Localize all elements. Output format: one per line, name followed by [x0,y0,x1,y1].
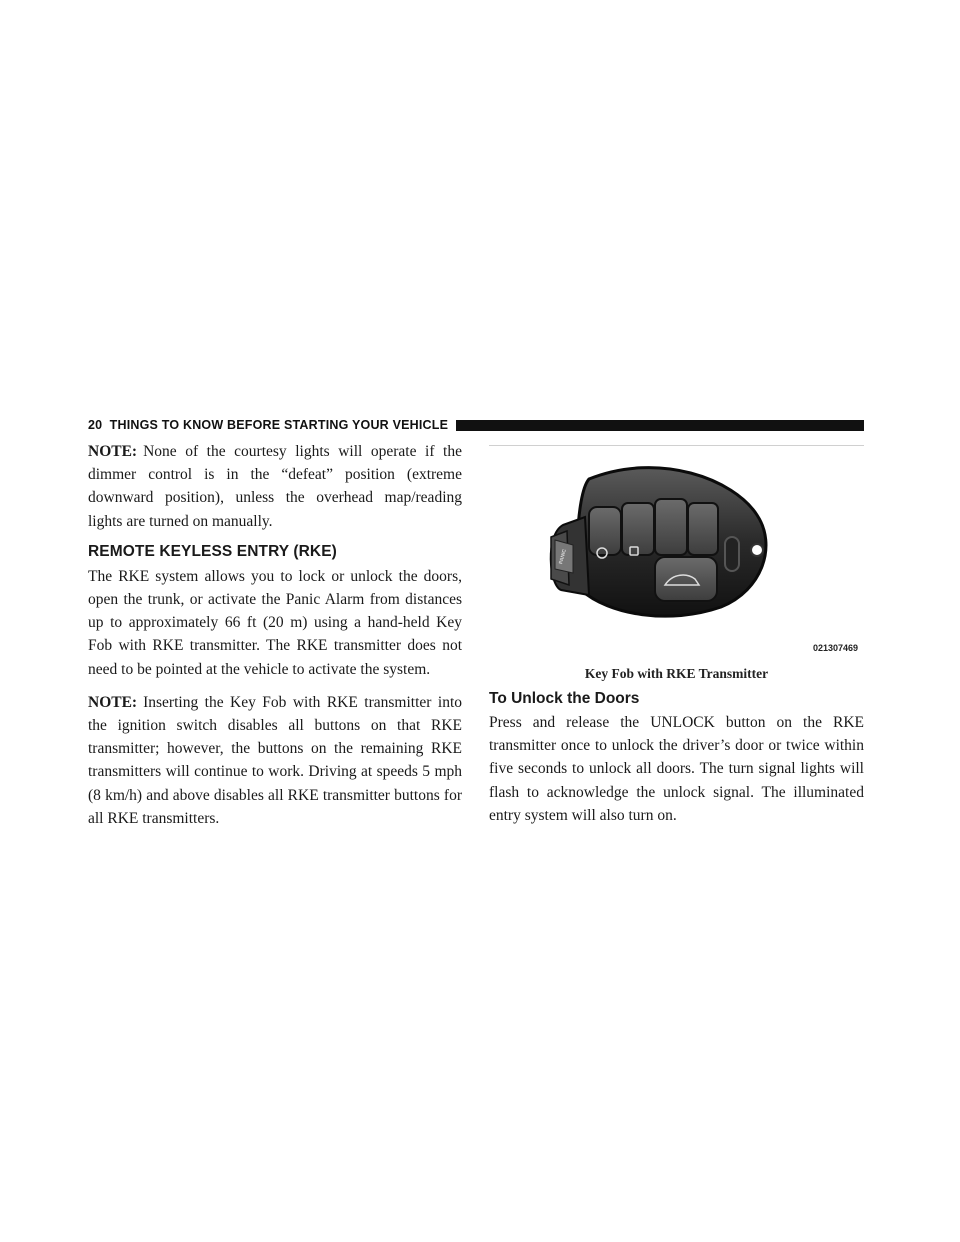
far-right-button [688,503,718,555]
running-header [88,418,864,432]
running-title: THINGS TO KNOW BEFORE STARTING YOUR VEHICLE [109,418,449,432]
trunk-button [655,557,717,601]
lock-button [589,507,621,555]
note-courtesy-lights [88,440,462,533]
page-number: 20 [88,418,103,432]
note-ignition [88,691,462,830]
panic-button [555,540,573,573]
panic-label: PANIC [558,548,568,565]
key-fob-figure [489,445,864,660]
note-label: NOTE: [88,693,138,711]
top-right-button [655,499,687,555]
header-text [88,418,448,432]
note-text: Inserting the Key Fob with RKE transmitter into the ignition switch disables all buttons on that RKE transmitter; however, the buttons on the remaining RKE transmitters will continue to work. Driving at speeds 5 mph (8 km/h) and above disables all RKE transmitter buttons for all RKE transmitters. [88,693,462,827]
note-text: None of the courtesy lights will operate if the dimmer control is in the “defeat” position (extreme downward position), unless the overhead map/reading lights are turned on manually. [88,443,462,530]
note-label: NOTE: [88,443,138,460]
unlock-paragraph: Press and release the UNLOCK button on the RKE transmitter once to unlock the driver’s door or twice within five seconds to unlock all doors. The turn signal lights will flash to acknowledge the unlock signal. The illuminated entry system will also turn on. [489,714,864,824]
figure-caption: Key Fob with RKE Transmitter [584,666,769,681]
key-fob-illustration [489,445,864,660]
header-bar [456,420,864,431]
section-heading: REMOTE KEYLESS ENTRY (RKE) [88,542,337,560]
rke-paragraph: The RKE system allows you to lock or unlock the doors, open the trunk, or activate the Panic Alarm from distances up to approximately 66 ft (20 m) using a hand-held Key Fob with RKE transmitter. The RKE transmitter does not need to be pointed at the vehicle to activate the system. [88,567,462,678]
left-column [88,440,462,840]
right-column [489,690,864,837]
subheading-unlock: To Unlock the Doors [489,690,640,707]
figure-code: 021307469 [812,643,858,653]
